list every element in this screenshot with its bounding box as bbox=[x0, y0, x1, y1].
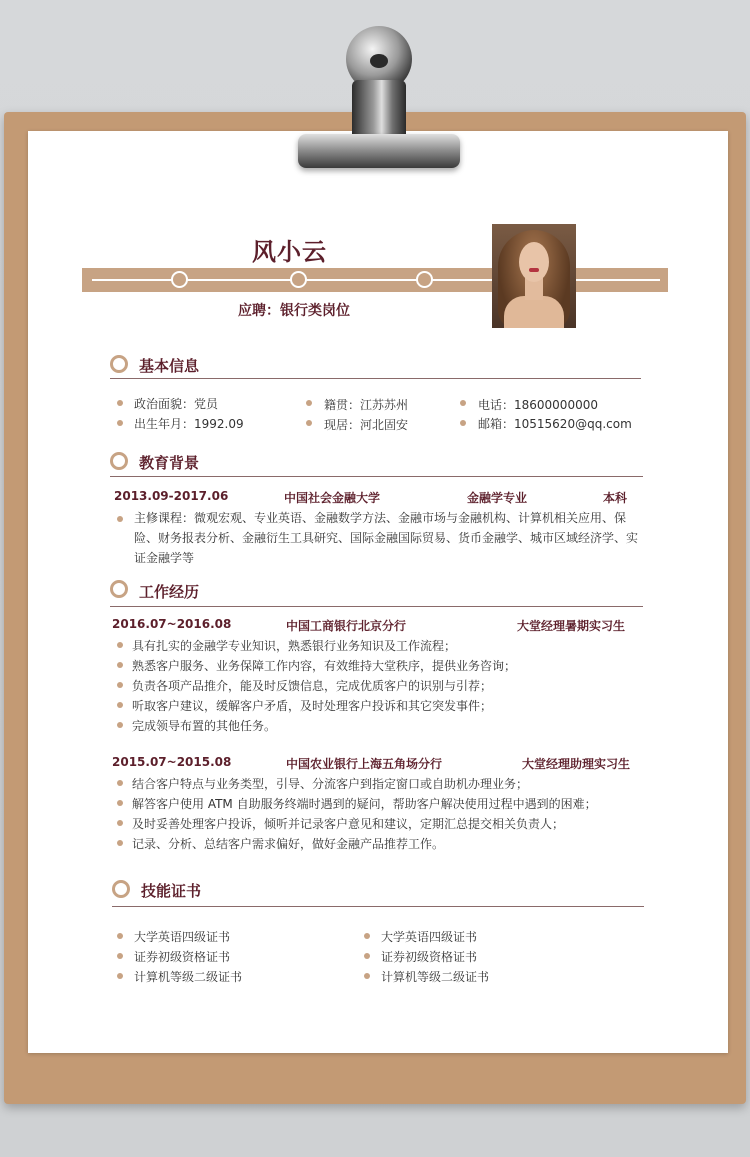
section-title-basic: 基本信息 bbox=[139, 357, 200, 375]
bullet-dot bbox=[117, 516, 123, 522]
bullet-dot bbox=[117, 840, 123, 846]
skill-item: 大学英语四级证书 bbox=[134, 930, 231, 944]
section-ring-icon bbox=[110, 355, 128, 373]
section-ring-icon bbox=[110, 580, 128, 598]
bullet-dot bbox=[306, 400, 312, 406]
section-title-education: 教育背景 bbox=[139, 454, 200, 472]
bullet-dot bbox=[117, 953, 123, 959]
info-phone: 电话：18600000000 bbox=[478, 398, 598, 412]
bullet-dot bbox=[364, 973, 370, 979]
info-birth: 出生年月：1992.09 bbox=[134, 417, 244, 431]
work-item: 及时妥善处理客户投诉，倾听并记录客户意见和建议，定期汇总提交相关负责人； bbox=[132, 817, 565, 831]
bullet-dot bbox=[117, 722, 123, 728]
edu-school: 中国社会金融大学 bbox=[284, 491, 381, 505]
info-political: 政治面貌：党员 bbox=[134, 397, 219, 411]
work-item: 完成领导布置的其他任务。 bbox=[132, 719, 277, 733]
bullet-dot bbox=[117, 800, 123, 806]
bullet-dot bbox=[364, 953, 370, 959]
binder-clip-base bbox=[298, 134, 460, 168]
section-title-work: 工作经历 bbox=[139, 583, 200, 601]
work-company: 中国农业银行上海五角场分行 bbox=[286, 757, 443, 771]
binder-clip-body bbox=[352, 80, 406, 142]
edu-period: 2013.09-2017.06 bbox=[114, 489, 229, 503]
skill-item: 证券初级资格证书 bbox=[134, 950, 231, 964]
binder-clip-hole bbox=[370, 54, 388, 68]
work-item: 负责各项产品推介，能及时反馈信息，完成优质客户的识别与引荐； bbox=[132, 679, 493, 693]
work-item: 熟悉客户服务、业务保障工作内容，有效维持大堂秩序，提供业务咨询； bbox=[132, 659, 517, 673]
header-band-dot bbox=[171, 271, 188, 288]
bullet-dot bbox=[460, 420, 466, 426]
work-period: 2016.07~2016.08 bbox=[112, 617, 232, 631]
bullet-dot bbox=[117, 662, 123, 668]
bullet-dot bbox=[117, 780, 123, 786]
skill-item: 大学英语四级证书 bbox=[381, 930, 478, 944]
info-native: 籍贯：江苏苏州 bbox=[324, 398, 409, 412]
work-role: 大堂经理助理实习生 bbox=[522, 757, 631, 771]
work-item: 听取客户建议，缓解客户矛盾，及时处理客户投诉和其它突发事件； bbox=[132, 699, 493, 713]
skill-item: 计算机等级二级证书 bbox=[381, 970, 490, 984]
bullet-dot bbox=[117, 642, 123, 648]
job-target: 应聘：银行类岗位 bbox=[238, 303, 350, 319]
section-ring-icon bbox=[110, 452, 128, 470]
work-role: 大堂经理暑期实习生 bbox=[517, 619, 626, 633]
section-title-skills: 技能证书 bbox=[141, 882, 202, 900]
skill-item: 计算机等级二级证书 bbox=[134, 970, 243, 984]
bullet-dot bbox=[117, 420, 123, 426]
header-band-dot bbox=[290, 271, 307, 288]
edu-major: 金融学专业 bbox=[467, 491, 528, 505]
work-company: 中国工商银行北京分行 bbox=[286, 619, 407, 633]
work-item: 解答客户使用 ATM 自助服务终端时遇到的疑问，帮助客户解决使用过程中遇到的困难； bbox=[132, 797, 597, 811]
section-divider bbox=[112, 906, 644, 907]
work-item: 结合客户特点与业务类型，引导、分流客户到指定窗口或自助机办理业务； bbox=[132, 777, 529, 791]
skill-item: 证券初级资格证书 bbox=[381, 950, 478, 964]
bullet-dot bbox=[117, 933, 123, 939]
section-divider bbox=[110, 378, 641, 379]
bullet-dot bbox=[117, 702, 123, 708]
section-divider bbox=[110, 476, 643, 477]
header-band-dot bbox=[416, 271, 433, 288]
work-item: 具有扎实的金融学专业知识，熟悉银行业务知识及工作流程； bbox=[132, 639, 457, 653]
bullet-dot bbox=[460, 400, 466, 406]
section-ring-icon bbox=[112, 880, 130, 898]
bullet-dot bbox=[117, 682, 123, 688]
section-divider bbox=[110, 606, 643, 607]
info-residence: 现居：河北固安 bbox=[324, 418, 409, 432]
work-item: 记录、分析、总结客户需求偏好，做好金融产品推荐工作。 bbox=[132, 837, 445, 851]
profile-photo bbox=[492, 224, 576, 328]
bullet-dot bbox=[364, 933, 370, 939]
bullet-dot bbox=[117, 820, 123, 826]
bullet-dot bbox=[117, 973, 123, 979]
info-email: 邮箱：10515620@qq.com bbox=[478, 417, 632, 431]
bullet-dot bbox=[306, 420, 312, 426]
edu-degree: 本科 bbox=[603, 491, 628, 505]
edu-courses: 主修课程：微观宏观、专业英语、金融数学方法、金融市场与金融机构、计算机相关应用、保险、财务报表分析、金融衍生工具研究、国际金融国际贸易、货币金融学、城市区域经济学、实证金融学等 bbox=[134, 511, 639, 565]
bullet-dot bbox=[117, 400, 123, 406]
work-period: 2015.07~2015.08 bbox=[112, 755, 232, 769]
candidate-name: 风小云 bbox=[252, 238, 327, 266]
